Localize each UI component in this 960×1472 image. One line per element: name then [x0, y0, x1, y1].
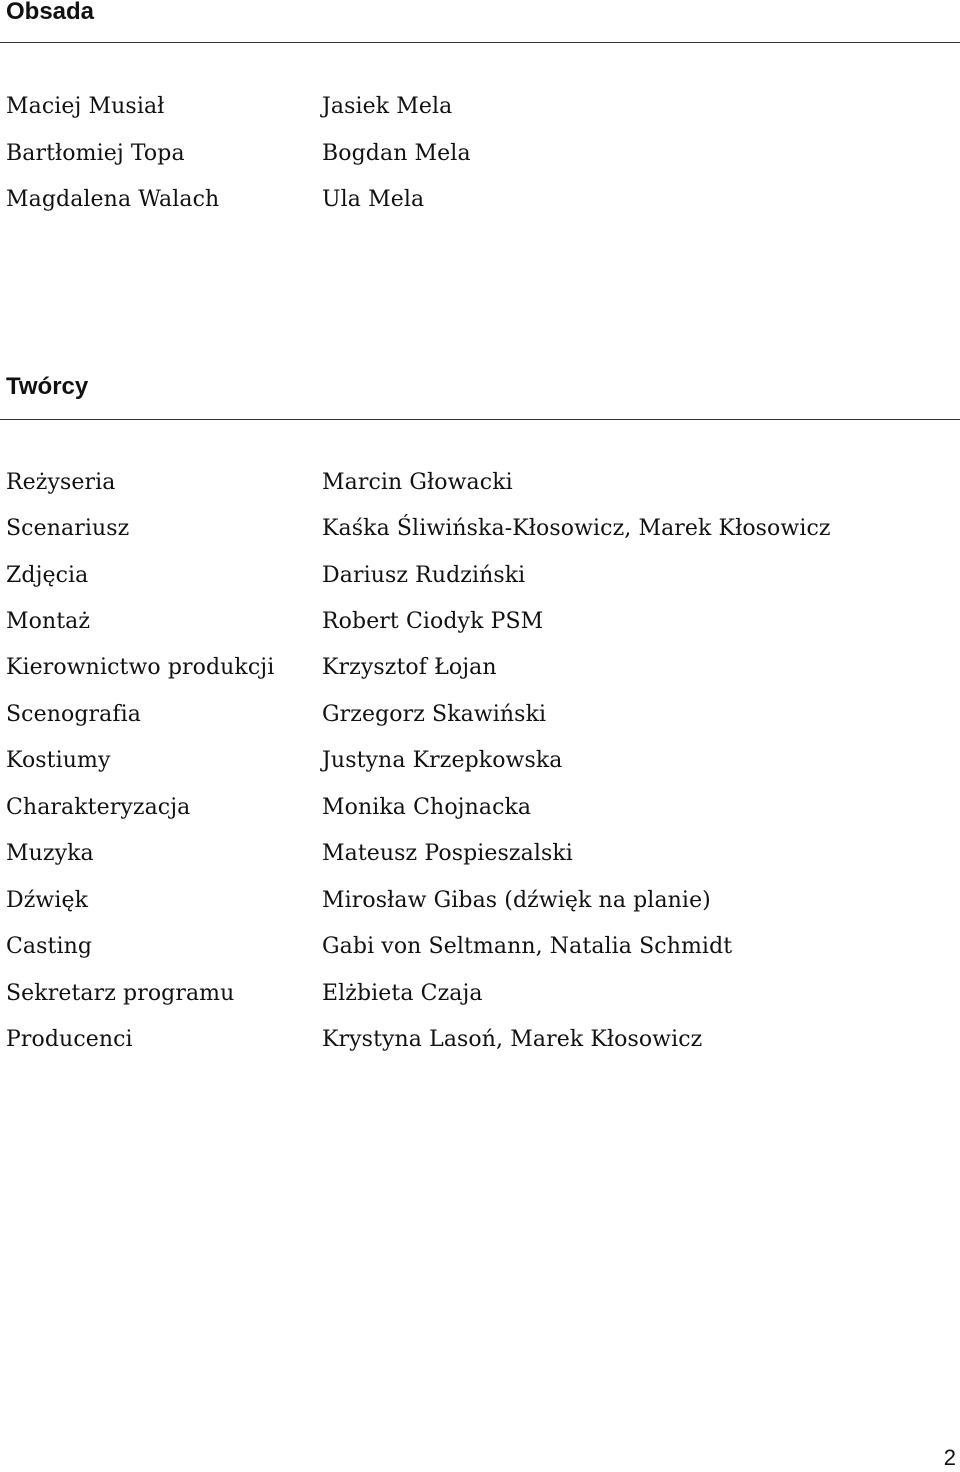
- crew-role: Producenci: [6, 1027, 133, 1052]
- crew-member: Elżbieta Czaja: [322, 981, 483, 1006]
- crew-section-title: Twórcy: [6, 373, 89, 400]
- cast-divider: [0, 42, 960, 43]
- crew-row: [0, 654, 960, 700]
- crew-row: [0, 840, 960, 886]
- crew-role: Kierownictwo produkcji: [6, 655, 275, 680]
- crew-row: [0, 794, 960, 840]
- crew-role: Dźwięk: [6, 888, 89, 913]
- cast-row: [0, 93, 960, 139]
- actor-name: Maciej Musiał: [6, 94, 165, 119]
- crew-role: Scenografia: [6, 702, 141, 727]
- actor-name: Bartłomiej Topa: [6, 141, 185, 166]
- crew-role: Montaż: [6, 609, 91, 634]
- crew-row: [0, 608, 960, 654]
- crew-member: Monika Chojnacka: [322, 795, 532, 820]
- crew-member: Gabi von Seltmann, Natalia Schmidt: [322, 934, 733, 959]
- cast-row: [0, 140, 960, 186]
- crew-row: [0, 933, 960, 979]
- crew-row: [0, 469, 960, 515]
- crew-member: Robert Ciodyk PSM: [322, 609, 544, 634]
- character-name: Jasiek Mela: [322, 94, 453, 119]
- crew-member: Kaśka Śliwińska-Kłosowicz, Marek Kłosowicz: [322, 516, 831, 541]
- crew-row: [0, 701, 960, 747]
- crew-role: Sekretarz programu: [6, 981, 235, 1006]
- character-name: Bogdan Mela: [322, 141, 471, 166]
- crew-member: Krzysztof Łojan: [322, 655, 497, 680]
- crew-role: Casting: [6, 934, 93, 959]
- crew-role: Reżyseria: [6, 470, 116, 495]
- crew-role: Charakteryzacja: [6, 795, 191, 820]
- character-name: Ula Mela: [322, 187, 425, 212]
- crew-row: [0, 980, 960, 1026]
- crew-role: Muzyka: [6, 841, 94, 866]
- crew-role: Zdjęcia: [6, 563, 89, 588]
- crew-row: [0, 1026, 960, 1072]
- crew-member: Mirosław Gibas (dźwięk na planie): [322, 888, 711, 913]
- crew-divider: [0, 419, 960, 420]
- cast-section-title: Obsada: [6, 0, 95, 25]
- crew-role: Scenariusz: [6, 516, 130, 541]
- crew-role: Kostiumy: [6, 748, 111, 773]
- crew-member: Justyna Krzepkowska: [322, 748, 563, 773]
- crew-member: Mateusz Pospieszalski: [322, 841, 573, 866]
- cast-row: [0, 186, 960, 232]
- crew-member: Marcin Głowacki: [322, 470, 513, 495]
- crew-member: Krystyna Lasoń, Marek Kłosowicz: [322, 1027, 703, 1052]
- crew-row: [0, 562, 960, 608]
- crew-row: [0, 515, 960, 561]
- crew-member: Grzegorz Skawiński: [322, 702, 547, 727]
- crew-member: Dariusz Rudziński: [322, 563, 526, 588]
- crew-row: [0, 887, 960, 933]
- crew-row: [0, 747, 960, 793]
- page-number: 2: [943, 1445, 956, 1470]
- actor-name: Magdalena Walach: [6, 187, 220, 212]
